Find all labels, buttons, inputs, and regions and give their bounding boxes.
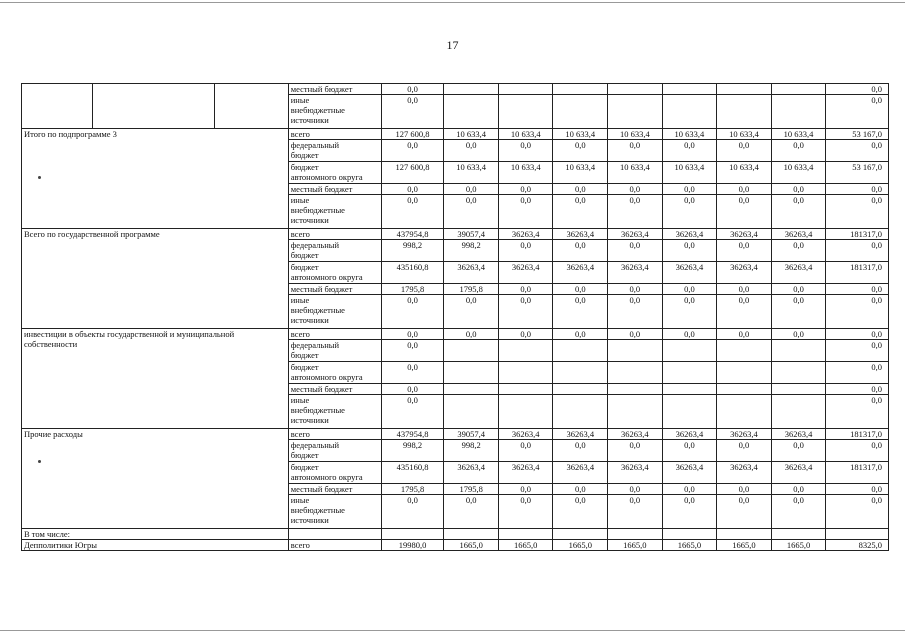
value-cell: 0,0 <box>608 295 663 329</box>
value-cell: 1665,0 <box>717 540 772 551</box>
value-cell: 437954,8 <box>381 229 444 240</box>
funding-source: местный бюджет <box>288 284 381 295</box>
value-cell: 0,0 <box>826 440 889 462</box>
value-cell: 10 633,4 <box>608 162 663 184</box>
value-cell <box>444 84 499 95</box>
funding-source: всего <box>288 229 381 240</box>
value-cell: 0,0 <box>444 140 499 162</box>
value-cell: 36263,4 <box>444 262 499 284</box>
value-cell <box>717 340 772 362</box>
value-cell <box>444 340 499 362</box>
value-cell: 0,0 <box>662 184 717 195</box>
value-cell: 0,0 <box>381 95 444 129</box>
value-cell: 0,0 <box>662 440 717 462</box>
value-cell: 0,0 <box>381 362 444 384</box>
funding-source: всего <box>288 329 381 340</box>
value-cell: 0,0 <box>498 184 553 195</box>
value-cell: 0,0 <box>444 329 499 340</box>
value-cell <box>771 95 826 129</box>
value-cell: 36263,4 <box>553 229 608 240</box>
value-cell <box>662 529 717 540</box>
value-cell: 36263,4 <box>553 262 608 284</box>
value-cell: 0,0 <box>608 240 663 262</box>
value-cell: 0,0 <box>662 284 717 295</box>
value-cell <box>717 84 772 95</box>
value-cell <box>498 95 553 129</box>
scan-bottom-edge <box>0 630 905 631</box>
value-cell <box>771 395 826 429</box>
value-cell: 0,0 <box>498 240 553 262</box>
funding-source: всего <box>288 129 381 140</box>
value-cell: 998,2 <box>444 240 499 262</box>
page-number: 17 <box>446 38 459 52</box>
value-cell: 0,0 <box>498 495 553 529</box>
group-label: Итого по подпрограмме 3 <box>22 129 289 229</box>
value-cell: 0,0 <box>662 495 717 529</box>
value-cell: 0,0 <box>662 329 717 340</box>
group-label: В том числе: <box>22 529 289 540</box>
funding-source: иные внебюджетные источники <box>288 95 381 129</box>
value-cell: 10 633,4 <box>662 129 717 140</box>
scan-dot-1 <box>38 176 41 179</box>
value-cell: 0,0 <box>826 140 889 162</box>
value-cell <box>608 84 663 95</box>
value-cell: 0,0 <box>381 184 444 195</box>
value-cell: 1665,0 <box>662 540 717 551</box>
value-cell: 1665,0 <box>771 540 826 551</box>
value-cell <box>444 95 499 129</box>
value-cell: 0,0 <box>608 284 663 295</box>
value-cell: 0,0 <box>826 284 889 295</box>
value-cell <box>608 95 663 129</box>
value-cell: 0,0 <box>662 140 717 162</box>
funding-source: иные внебюджетные источники <box>288 395 381 429</box>
value-cell: 0,0 <box>662 484 717 495</box>
value-cell: 0,0 <box>444 184 499 195</box>
value-cell: 0,0 <box>662 295 717 329</box>
funding-source: федеральный бюджет <box>288 140 381 162</box>
value-cell: 36263,4 <box>717 229 772 240</box>
value-cell <box>553 395 608 429</box>
value-cell: 0,0 <box>444 495 499 529</box>
funding-source: местный бюджет <box>288 384 381 395</box>
value-cell <box>498 384 553 395</box>
value-cell: 0,0 <box>381 329 444 340</box>
value-cell <box>662 362 717 384</box>
group-label: Прочие расходы <box>22 429 289 529</box>
group-label: инвестиции в объекты государственной и муниципальной собственности <box>22 329 289 429</box>
value-cell <box>553 384 608 395</box>
value-cell: 181317,0 <box>826 462 889 484</box>
value-cell: 0,0 <box>608 140 663 162</box>
value-cell: 0,0 <box>771 295 826 329</box>
value-cell: 1795,8 <box>381 484 444 495</box>
value-cell: 0,0 <box>498 484 553 495</box>
value-cell: 0,0 <box>717 140 772 162</box>
value-cell <box>608 384 663 395</box>
value-cell <box>608 340 663 362</box>
funding-source: иные внебюджетные источники <box>288 195 381 229</box>
value-cell: 36263,4 <box>771 429 826 440</box>
table-row <box>22 329 889 340</box>
value-cell: 0,0 <box>771 195 826 229</box>
value-cell: 0,0 <box>553 495 608 529</box>
value-cell <box>498 395 553 429</box>
value-cell: 0,0 <box>771 140 826 162</box>
funding-source: бюджет автономного округа <box>288 262 381 284</box>
value-cell: 0,0 <box>771 440 826 462</box>
value-cell: 0,0 <box>498 440 553 462</box>
value-cell: 0,0 <box>771 484 826 495</box>
value-cell: 0,0 <box>826 340 889 362</box>
value-cell: 0,0 <box>826 295 889 329</box>
value-cell: 437954,8 <box>381 429 444 440</box>
value-cell: 0,0 <box>826 495 889 529</box>
value-cell: 0,0 <box>608 184 663 195</box>
value-cell <box>771 384 826 395</box>
value-cell <box>771 340 826 362</box>
value-cell: 127 600,8 <box>381 129 444 140</box>
value-cell: 1665,0 <box>498 540 553 551</box>
value-cell: 10 633,4 <box>771 129 826 140</box>
value-cell: 0,0 <box>717 484 772 495</box>
value-cell: 36263,4 <box>771 462 826 484</box>
value-cell <box>717 395 772 429</box>
value-cell: 0,0 <box>608 440 663 462</box>
value-cell: 0,0 <box>826 362 889 384</box>
value-cell: 0,0 <box>553 240 608 262</box>
value-cell <box>553 95 608 129</box>
value-cell: 0,0 <box>826 484 889 495</box>
value-cell: 10 633,4 <box>444 129 499 140</box>
funding-source <box>288 529 381 540</box>
funding-source: бюджет автономного округа <box>288 162 381 184</box>
value-cell: 0,0 <box>608 495 663 529</box>
value-cell <box>608 529 663 540</box>
value-cell: 36263,4 <box>498 462 553 484</box>
budget-table <box>21 83 889 551</box>
value-cell: 0,0 <box>498 195 553 229</box>
value-cell: 36263,4 <box>608 429 663 440</box>
value-cell <box>717 95 772 129</box>
value-cell: 36263,4 <box>498 229 553 240</box>
value-cell: 181317,0 <box>826 262 889 284</box>
value-cell <box>771 84 826 95</box>
value-cell <box>553 529 608 540</box>
value-cell: 0,0 <box>608 329 663 340</box>
group-label: Депполитики Югры <box>22 540 289 551</box>
value-cell: 0,0 <box>717 295 772 329</box>
value-cell: 0,0 <box>381 295 444 329</box>
scan-top-edge <box>0 2 905 3</box>
value-cell: 10 633,4 <box>717 162 772 184</box>
value-cell: 435160,8 <box>381 462 444 484</box>
value-cell: 0,0 <box>826 184 889 195</box>
value-cell: 0,0 <box>826 329 889 340</box>
value-cell: 36263,4 <box>608 262 663 284</box>
value-cell: 36263,4 <box>662 462 717 484</box>
value-cell <box>553 362 608 384</box>
value-cell: 36263,4 <box>608 462 663 484</box>
value-cell: 0,0 <box>444 195 499 229</box>
scan-dot-2 <box>38 460 41 463</box>
value-cell: 1665,0 <box>444 540 499 551</box>
value-cell: 0,0 <box>381 195 444 229</box>
table-row <box>22 84 889 95</box>
value-cell: 0,0 <box>717 195 772 229</box>
value-cell: 0,0 <box>553 284 608 295</box>
value-cell: 10 633,4 <box>498 162 553 184</box>
value-cell: 8325,0 <box>826 540 889 551</box>
value-cell: 181317,0 <box>826 429 889 440</box>
value-cell: 0,0 <box>771 495 826 529</box>
value-cell: 36263,4 <box>553 462 608 484</box>
funding-source: иные внебюджетные источники <box>288 495 381 529</box>
value-cell <box>498 362 553 384</box>
value-cell <box>662 95 717 129</box>
group-label: Всего по государственной программе <box>22 229 289 329</box>
value-cell: 181317,0 <box>826 229 889 240</box>
value-cell: 0,0 <box>826 384 889 395</box>
group-label-cell <box>92 84 214 129</box>
value-cell <box>444 529 499 540</box>
value-cell: 36263,4 <box>717 462 772 484</box>
value-cell: 0,0 <box>553 484 608 495</box>
value-cell: 0,0 <box>381 140 444 162</box>
value-cell: 0,0 <box>717 329 772 340</box>
value-cell: 127 600,8 <box>381 162 444 184</box>
value-cell: 0,0 <box>771 284 826 295</box>
table-row <box>22 129 889 140</box>
value-cell: 0,0 <box>826 395 889 429</box>
value-cell: 36263,4 <box>717 262 772 284</box>
value-cell: 0,0 <box>381 495 444 529</box>
value-cell: 0,0 <box>498 329 553 340</box>
value-cell: 19980,0 <box>381 540 444 551</box>
value-cell: 1795,8 <box>444 484 499 495</box>
value-cell: 998,2 <box>381 240 444 262</box>
funding-source: федеральный бюджет <box>288 440 381 462</box>
value-cell: 36263,4 <box>717 429 772 440</box>
value-cell: 1795,8 <box>444 284 499 295</box>
value-cell <box>717 384 772 395</box>
value-cell <box>608 395 663 429</box>
value-cell: 0,0 <box>771 184 826 195</box>
value-cell: 1795,8 <box>381 284 444 295</box>
value-cell: 1665,0 <box>608 540 663 551</box>
value-cell: 0,0 <box>771 329 826 340</box>
value-cell: 0,0 <box>553 440 608 462</box>
table-row <box>22 540 889 551</box>
value-cell <box>498 340 553 362</box>
funding-source: федеральный бюджет <box>288 240 381 262</box>
value-cell: 36263,4 <box>608 229 663 240</box>
value-cell: 36263,4 <box>662 429 717 440</box>
value-cell: 36263,4 <box>662 229 717 240</box>
value-cell: 0,0 <box>553 295 608 329</box>
value-cell: 0,0 <box>826 195 889 229</box>
value-cell: 0,0 <box>553 184 608 195</box>
value-cell: 36263,4 <box>771 262 826 284</box>
value-cell <box>553 84 608 95</box>
value-cell <box>444 384 499 395</box>
funding-source: бюджет автономного округа <box>288 362 381 384</box>
value-cell: 435160,8 <box>381 262 444 284</box>
group-label-cell <box>214 84 288 129</box>
value-cell: 0,0 <box>826 240 889 262</box>
value-cell: 36263,4 <box>553 429 608 440</box>
value-cell: 0,0 <box>771 240 826 262</box>
value-cell: 53 167,0 <box>826 162 889 184</box>
value-cell: 10 633,4 <box>608 129 663 140</box>
value-cell <box>717 529 772 540</box>
value-cell: 0,0 <box>498 295 553 329</box>
value-cell: 0,0 <box>717 440 772 462</box>
value-cell: 0,0 <box>826 84 889 95</box>
value-cell: 0,0 <box>553 329 608 340</box>
value-cell <box>826 529 889 540</box>
value-cell: 0,0 <box>662 195 717 229</box>
value-cell: 10 633,4 <box>553 162 608 184</box>
value-cell <box>662 384 717 395</box>
funding-source: местный бюджет <box>288 484 381 495</box>
group-label-cell <box>22 84 93 129</box>
value-cell <box>662 84 717 95</box>
value-cell: 53 167,0 <box>826 129 889 140</box>
value-cell: 0,0 <box>381 340 444 362</box>
value-cell <box>381 529 444 540</box>
value-cell: 0,0 <box>717 495 772 529</box>
value-cell: 10 633,4 <box>717 129 772 140</box>
value-cell: 10 633,4 <box>771 162 826 184</box>
table-row <box>22 429 889 440</box>
value-cell <box>498 84 553 95</box>
value-cell <box>771 529 826 540</box>
value-cell <box>662 340 717 362</box>
value-cell: 0,0 <box>498 284 553 295</box>
value-cell: 0,0 <box>444 295 499 329</box>
value-cell: 10 633,4 <box>444 162 499 184</box>
value-cell: 39057,4 <box>444 229 499 240</box>
value-cell: 0,0 <box>381 384 444 395</box>
value-cell: 0,0 <box>498 140 553 162</box>
funding-source: иные внебюджетные источники <box>288 295 381 329</box>
funding-source: федеральный бюджет <box>288 340 381 362</box>
table-row <box>22 229 889 240</box>
value-cell: 998,2 <box>444 440 499 462</box>
value-cell: 0,0 <box>826 95 889 129</box>
value-cell: 0,0 <box>381 84 444 95</box>
value-cell: 36263,4 <box>498 429 553 440</box>
value-cell: 36263,4 <box>771 229 826 240</box>
value-cell: 0,0 <box>381 395 444 429</box>
value-cell: 10 633,4 <box>662 162 717 184</box>
value-cell: 0,0 <box>608 484 663 495</box>
value-cell: 10 633,4 <box>498 129 553 140</box>
value-cell: 0,0 <box>717 240 772 262</box>
value-cell <box>444 362 499 384</box>
value-cell: 998,2 <box>381 440 444 462</box>
value-cell: 10 633,4 <box>553 129 608 140</box>
funding-source: местный бюджет <box>288 84 381 95</box>
value-cell: 36263,4 <box>444 462 499 484</box>
value-cell <box>771 362 826 384</box>
funding-source: всего <box>288 429 381 440</box>
value-cell: 0,0 <box>553 195 608 229</box>
value-cell: 39057,4 <box>444 429 499 440</box>
value-cell: 0,0 <box>717 184 772 195</box>
value-cell: 36263,4 <box>662 262 717 284</box>
value-cell: 0,0 <box>553 140 608 162</box>
value-cell: 0,0 <box>717 284 772 295</box>
value-cell <box>662 395 717 429</box>
funding-source: местный бюджет <box>288 184 381 195</box>
value-cell <box>553 340 608 362</box>
value-cell: 1665,0 <box>553 540 608 551</box>
value-cell: 0,0 <box>662 240 717 262</box>
funding-source: бюджет автономного округа <box>288 462 381 484</box>
value-cell <box>498 529 553 540</box>
value-cell <box>717 362 772 384</box>
value-cell: 0,0 <box>608 195 663 229</box>
value-cell: 36263,4 <box>498 262 553 284</box>
value-cell <box>608 362 663 384</box>
value-cell <box>444 395 499 429</box>
funding-source: всего <box>288 540 381 551</box>
table-row <box>22 529 889 540</box>
